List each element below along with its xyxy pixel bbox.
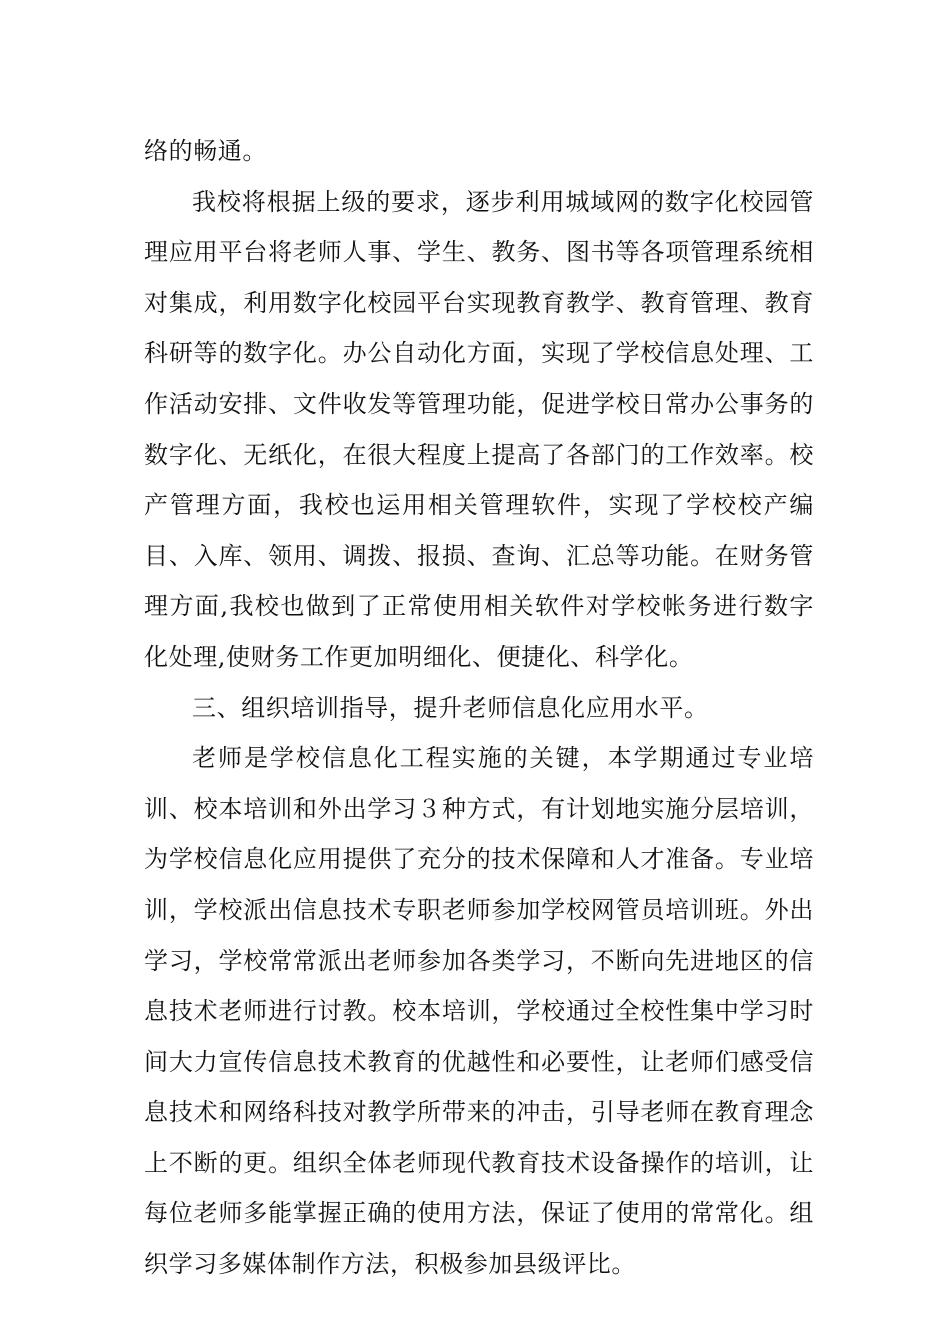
paragraph-teacher-training: 老师是学校信息化工程实施的关键，本学期通过专业培训、校本培训和外出学习３种方式，有计划地实施分层培训，为学校信息化应用提供了充分的技术保障和人才准备。专业培训，学校派出信息技术专职老师参加学校网管员培训班。外出学习，学校常常派出老师参加各类学习，不断向先进地区的信息技术老师进行讨教。校本培训，学校通过全校性集中学习时间大力宣传信息技术教育的优越性和必要性，让老师们感受信息技术和网络科技对教学所带来的冲击，引导老师在教育理念上不断的更。组织全体老师现代教育技术设备操作的培训，让每位老师多能掌握正确的使用方法，保证了使用的常常化。组织学习多媒体制作方法，积极参加县级评比。 xyxy=(144,744,814,1279)
paragraph-continuation: 络的畅通。 xyxy=(144,137,267,165)
section-heading-training: 三、组织培训指导，提升老师信息化应用水平。 xyxy=(192,693,709,722)
paragraph-digital-campus: 我校将根据上级的要求，逐步利用城域网的数字化校园管理应用平台将老师人事、学生、教务、图书等各项管理系统相对集成，利用数字化校园平台实现教育教学、教育管理、教育科研等的数字化。办公自动化方面，实现了学校信息处理、工作活动安排、文件收发等管理功能，促进学校日常办公事务的数字化、无纸化，在很大程度上提高了各部门的工作效率。校产管理方面，我校也运用相关管理软件，实现了学校校产编目、入库、领用、调拨、报损、查询、汇总等功能。在财务管理方面,我校也做到了正常使用相关软件对学校帐务进行数字化处理,使财务工作更加明细化、便捷化、科学化。 xyxy=(144,187,814,671)
body-text xyxy=(144,126,814,1290)
